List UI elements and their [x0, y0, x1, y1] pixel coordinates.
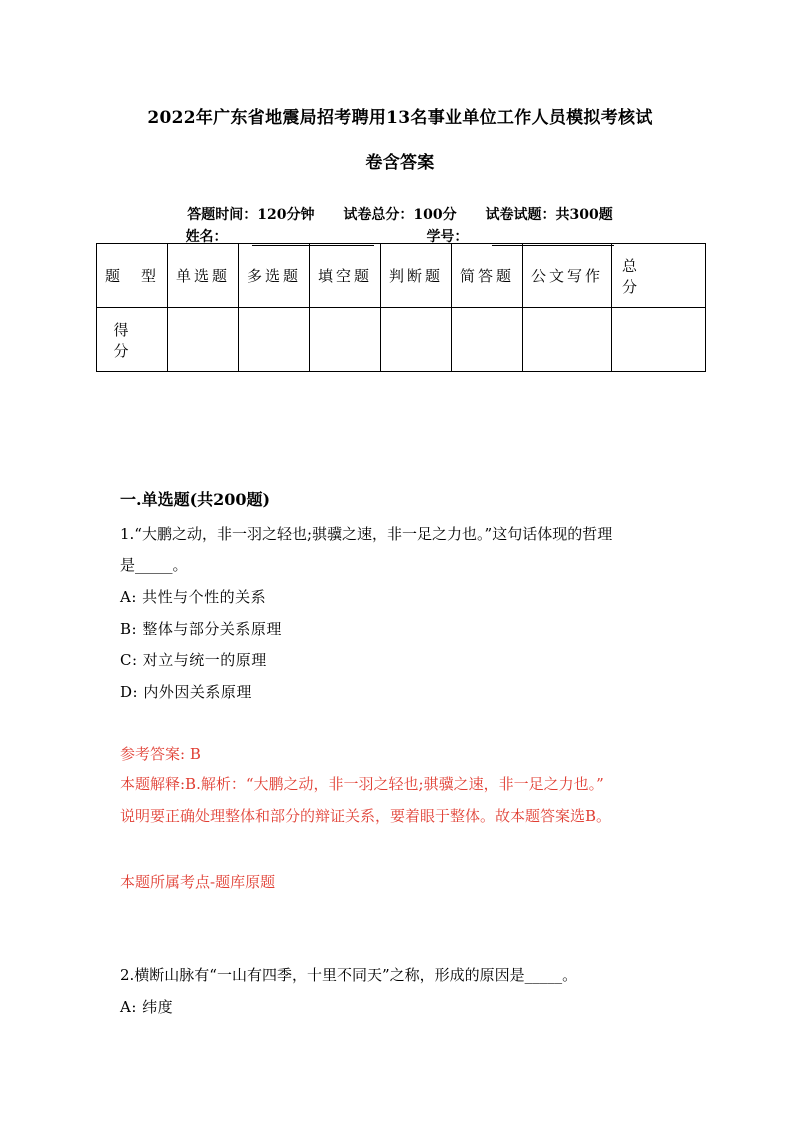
section-title: 一.单选题(共200题)	[120, 490, 271, 509]
score-cell	[612, 308, 706, 372]
exam-total-questions: 试卷试题：共300题	[485, 207, 613, 223]
score-cell	[381, 308, 452, 372]
cell-question-type: 题 型	[97, 244, 168, 308]
exam-total-score: 试卷总分：100分	[343, 207, 457, 223]
exam-time: 答题时间：120分钟	[187, 207, 315, 223]
question-1-option-a: A: 共性与个性的关系	[120, 588, 267, 606]
score-cell	[523, 308, 612, 372]
cell-multi-choice: 多选题	[239, 244, 310, 308]
cell-true-false: 判断题	[381, 244, 452, 308]
score-cell	[168, 308, 239, 372]
question-1-source: 本题所属考点-题库原题	[120, 873, 276, 891]
cell-total: 总分	[612, 244, 706, 308]
question-1-answer: 参考答案: B	[120, 745, 201, 763]
cell-single-choice: 单选题	[168, 244, 239, 308]
score-table	[96, 243, 706, 372]
question-1-text-cont: 是_____。	[120, 556, 188, 574]
score-cell	[239, 308, 310, 372]
cell-score-label: 得分	[97, 308, 168, 372]
cell-fill-blank: 填空题	[310, 244, 381, 308]
exam-title-line1: 2022年广东省地震局招考聘用13名事业单位工作人员模拟考核试	[147, 108, 653, 128]
question-1-text: 1.“大鹏之动，非一羽之轻也;骐骥之速，非一足之力也。”这句话体现的哲理	[120, 525, 613, 543]
question-1-option-d: D: 内外因关系原理	[120, 683, 252, 701]
exam-info	[0, 204, 800, 224]
question-2-text: 2.横断山脉有“一山有四季，十里不同天”之称，形成的原因是_____。	[120, 966, 578, 984]
score-cell	[310, 308, 381, 372]
name-label: 姓名：	[185, 229, 228, 245]
question-1-option-b: B: 整体与部分关系原理	[120, 620, 282, 638]
question-1-explanation-cont: 说明要正确处理整体和部分的辩证关系，要着眼于整体。故本题答案选B。	[120, 807, 612, 825]
score-table-score-row	[97, 308, 706, 372]
question-1-option-c: C: 对立与统一的原理	[120, 651, 267, 669]
exam-title-line2: 卷含答案	[365, 153, 435, 173]
score-cell	[452, 308, 523, 372]
score-table-header-row	[97, 244, 706, 308]
cell-document-writing: 公文写作	[523, 244, 612, 308]
id-label: 学号：	[426, 229, 469, 245]
question-2-option-a: A: 纬度	[120, 998, 174, 1016]
question-1-explanation: 本题解释:B.解析：“大鹏之动，非一羽之轻也;骐骥之速，非一足之力也。”	[120, 775, 604, 793]
cell-short-answer: 简答题	[452, 244, 523, 308]
